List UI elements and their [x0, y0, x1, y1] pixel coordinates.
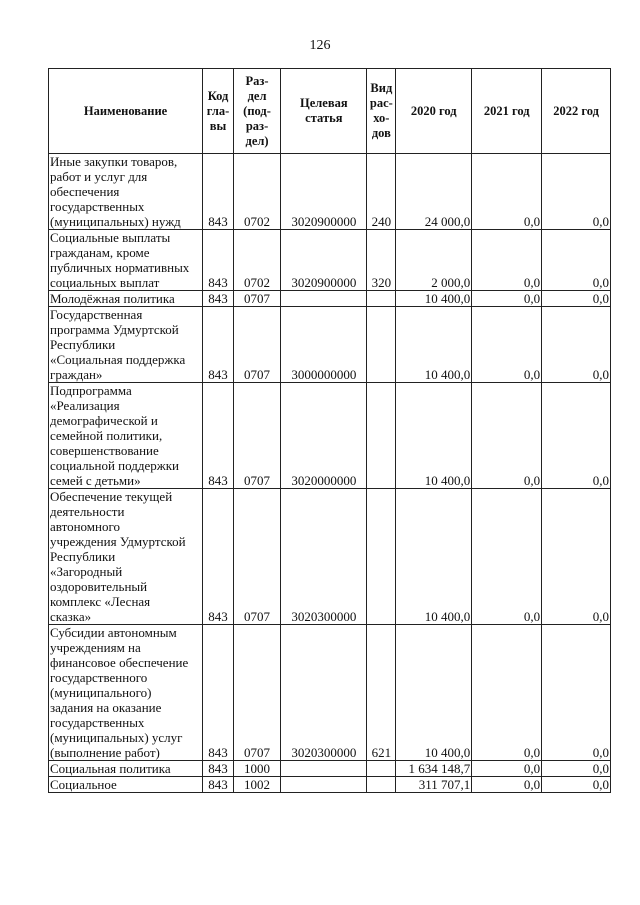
row-target [281, 761, 367, 777]
row-code: 843 [203, 625, 234, 761]
row-value-2020: 10 400,0 [396, 291, 472, 307]
row-expense: 240 [367, 154, 396, 230]
header-2020: 2020 год [396, 69, 472, 154]
row-name: Социальные выплаты гражданам, кроме публичных нормативных социальных выплат [49, 230, 203, 291]
row-value-2022: 0,0 [542, 154, 611, 230]
row-target: 3020900000 [281, 154, 367, 230]
row-name: Подпрограмма «Реализация демографической и семейной политики, совершенствование социальной поддержки семей с детьми» [49, 383, 203, 489]
row-code: 843 [203, 383, 234, 489]
row-value-2022: 0,0 [542, 777, 611, 793]
row-value-2022: 0,0 [542, 383, 611, 489]
row-name: Субсидии автономным учреждениям на финансовое обеспечение государственного (муниципального) задания на оказание государственных (муниципальных) услуг (выполнение работ) [49, 625, 203, 761]
row-name: Обеспечение текущей деятельности автономного учреждения Удмуртской Республики «Загородный оздоровительный комплекс «Лесная сказка» [49, 489, 203, 625]
row-name: Молодёжная политика [49, 291, 203, 307]
row-code: 843 [203, 154, 234, 230]
header-code: Код гла- вы [203, 69, 234, 154]
table-row [49, 383, 611, 489]
row-value-2022: 0,0 [542, 761, 611, 777]
row-value-2020: 2 000,0 [396, 230, 472, 291]
row-target: 3020300000 [281, 489, 367, 625]
table-row [49, 291, 611, 307]
row-value-2020: 311 707,1 [396, 777, 472, 793]
row-code: 843 [203, 291, 234, 307]
row-name: Социальное [49, 777, 203, 793]
row-section: 0707 [233, 625, 280, 761]
table-row [49, 625, 611, 761]
row-code: 843 [203, 230, 234, 291]
table-row [49, 307, 611, 383]
row-value-2022: 0,0 [542, 489, 611, 625]
row-expense [367, 307, 396, 383]
row-value-2020: 1 634 148,7 [396, 761, 472, 777]
row-name: Социальная политика [49, 761, 203, 777]
row-value-2021: 0,0 [472, 777, 542, 793]
row-value-2022: 0,0 [542, 291, 611, 307]
row-expense [367, 291, 396, 307]
row-expense [367, 489, 396, 625]
row-section: 0702 [233, 154, 280, 230]
row-section: 1002 [233, 777, 280, 793]
table-body [49, 154, 611, 793]
row-value-2020: 10 400,0 [396, 625, 472, 761]
table-row [49, 154, 611, 230]
header-2021: 2021 год [472, 69, 542, 154]
row-value-2020: 24 000,0 [396, 154, 472, 230]
row-target [281, 777, 367, 793]
row-value-2020: 10 400,0 [396, 307, 472, 383]
row-value-2021: 0,0 [472, 383, 542, 489]
row-expense [367, 761, 396, 777]
row-section: 1000 [233, 761, 280, 777]
header-section: Раз- дел (под- раз- дел) [233, 69, 280, 154]
page-number: 126 [309, 38, 331, 53]
row-expense [367, 777, 396, 793]
table-row [49, 489, 611, 625]
row-value-2021: 0,0 [472, 489, 542, 625]
row-value-2020: 10 400,0 [396, 489, 472, 625]
table-row [49, 777, 611, 793]
row-value-2020: 10 400,0 [396, 383, 472, 489]
row-code: 843 [203, 489, 234, 625]
header-target: Целевая статья [281, 69, 367, 154]
header-row [49, 69, 611, 154]
header-expense: Вид рас- хо- дов [367, 69, 396, 154]
header-2022: 2022 год [542, 69, 611, 154]
header-name: Наименование [49, 69, 203, 154]
row-expense: 320 [367, 230, 396, 291]
row-section: 0702 [233, 230, 280, 291]
row-target: 3020000000 [281, 383, 367, 489]
row-section: 0707 [233, 307, 280, 383]
row-value-2021: 0,0 [472, 154, 542, 230]
row-name: Иные закупки товаров, работ и услуг для обеспечения государственных (муниципальных) нужд [49, 154, 203, 230]
row-value-2021: 0,0 [472, 761, 542, 777]
row-expense: 621 [367, 625, 396, 761]
row-value-2022: 0,0 [542, 230, 611, 291]
table-row [49, 230, 611, 291]
row-name: Государственная программа Удмуртской Республики «Социальная поддержка граждан» [49, 307, 203, 383]
row-value-2021: 0,0 [472, 307, 542, 383]
row-section: 0707 [233, 489, 280, 625]
row-section: 0707 [233, 383, 280, 489]
row-value-2022: 0,0 [542, 307, 611, 383]
row-code: 843 [203, 761, 234, 777]
row-target: 3000000000 [281, 307, 367, 383]
row-value-2021: 0,0 [472, 230, 542, 291]
row-value-2021: 0,0 [472, 291, 542, 307]
row-value-2021: 0,0 [472, 625, 542, 761]
row-section: 0707 [233, 291, 280, 307]
row-target: 3020900000 [281, 230, 367, 291]
row-target: 3020300000 [281, 625, 367, 761]
table-row [49, 761, 611, 777]
row-code: 843 [203, 307, 234, 383]
row-target [281, 291, 367, 307]
row-code: 843 [203, 777, 234, 793]
budget-table [48, 68, 611, 793]
row-value-2022: 0,0 [542, 625, 611, 761]
row-expense [367, 383, 396, 489]
